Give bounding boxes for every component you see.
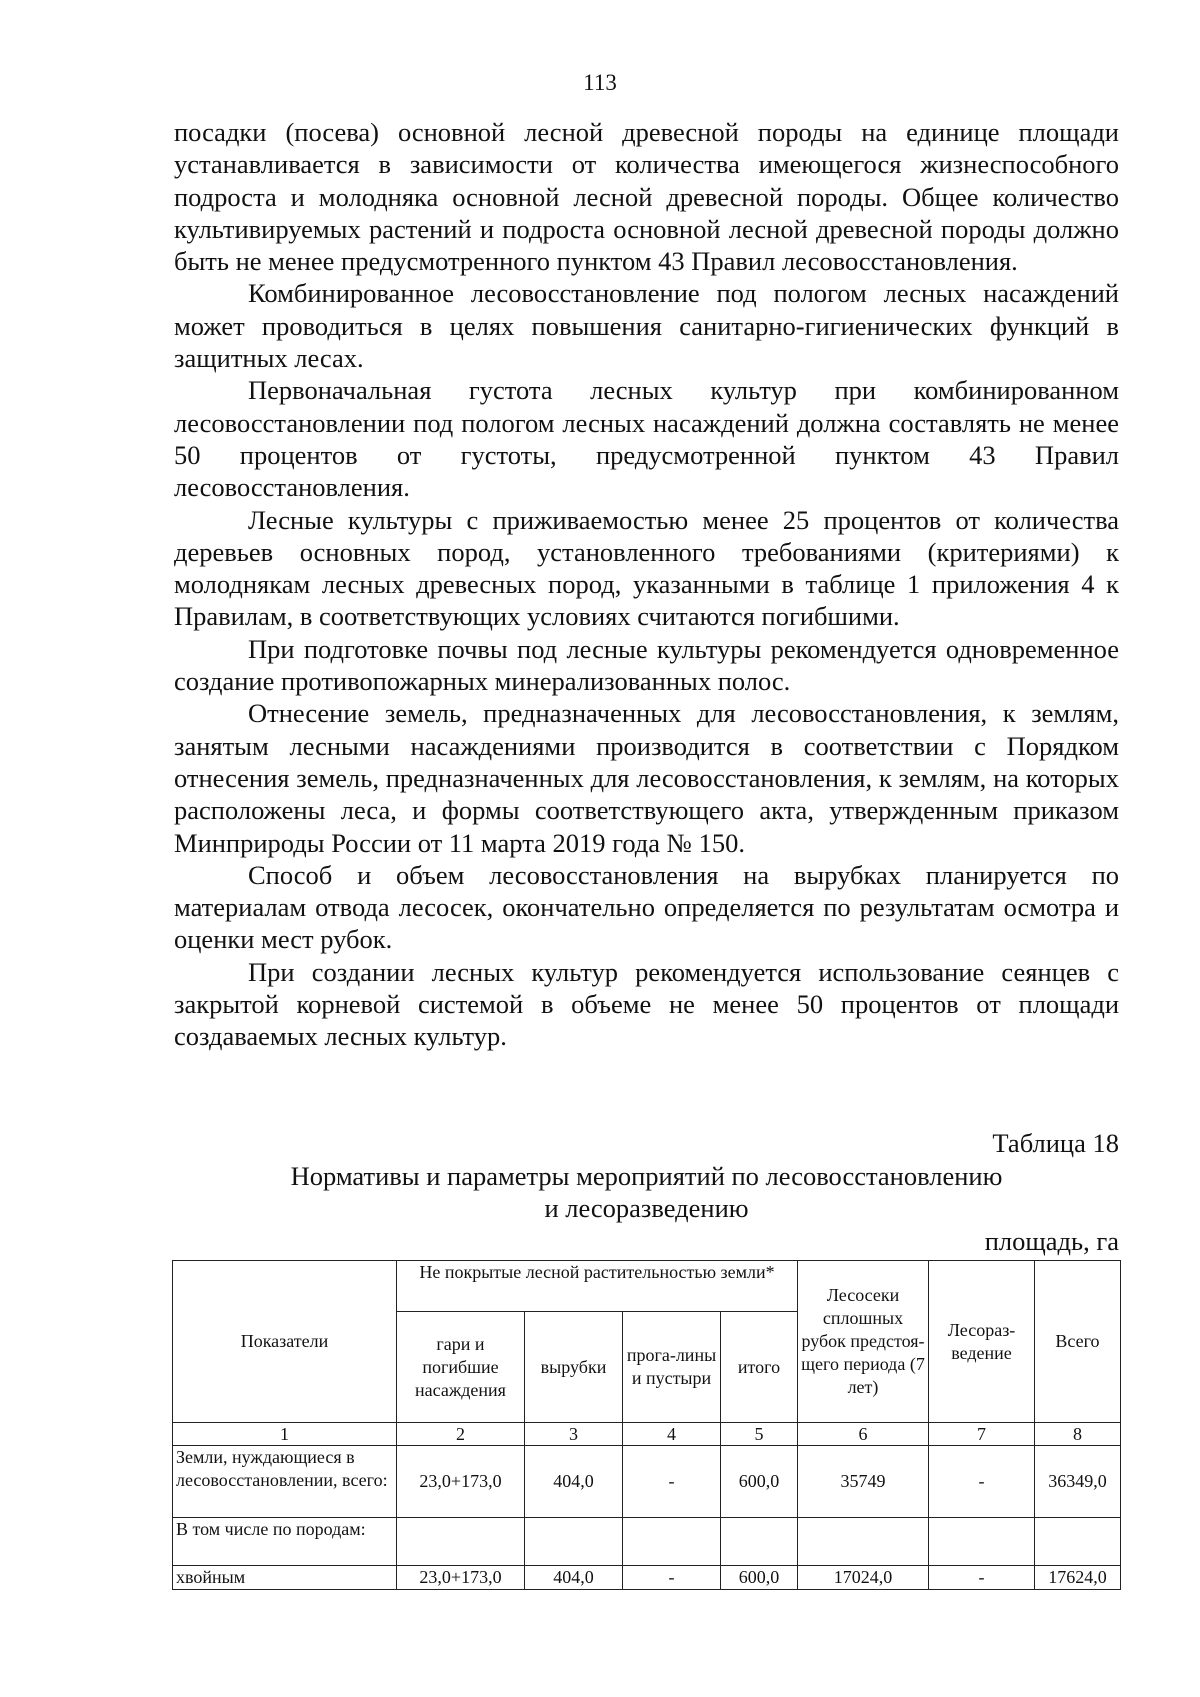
row-label: В том числе по породам: bbox=[173, 1518, 397, 1566]
row-label: хвойным bbox=[173, 1566, 397, 1590]
table-title-line: Нормативы и параметры мероприятий по лесовосстановлению bbox=[290, 1161, 1003, 1191]
paragraph: посадки (посева) основной лесной древесной породы на единице площади устанавливается в зависимости от количества имеющегося жизнеспособного подроста и молодняка основной лесной древесной породы. Общее количество культивируемых растений и подроста основной лесной древесной породы должно быть не менее предусмотренного пунктом 43 Правил лесовосстановления. bbox=[174, 117, 1119, 277]
table-cell: - bbox=[623, 1566, 721, 1590]
table-cell: 600,0 bbox=[721, 1446, 798, 1518]
paragraph: При создании лесных культур рекомендуется использование сеянцев с закрытой корневой системой в объеме не менее 50 процентов от площади создаваемых лесных культур. bbox=[174, 956, 1119, 1052]
header-total: Всего bbox=[1035, 1261, 1121, 1423]
column-number: 7 bbox=[929, 1423, 1035, 1446]
paragraph: Комбинированное лесовосстановление под пологом лесных насаждений может проводиться в целях повышения санитарно-гигиенических функций в защитных лесах. bbox=[174, 278, 1119, 374]
table-row bbox=[173, 1446, 1121, 1518]
header-indicators: Показатели bbox=[173, 1261, 397, 1423]
table-cell: 36349,0 bbox=[1035, 1446, 1121, 1518]
column-number: 6 bbox=[798, 1423, 929, 1446]
header-glades: прога-лины и пустыри bbox=[623, 1312, 721, 1423]
paragraph: Отнесение земель, предназначенных для лесовосстановления, к землям, занятым лесными насаждениями производится в соответствии с Порядком отнесения земель, предназначенных для лесовосстановления, к землям, на которых расположены леса, и формы соответствующего акта, утвержденным приказом Минприроды России от 11 марта 2019 года № 150. bbox=[174, 698, 1119, 858]
table-cell: 404,0 bbox=[525, 1566, 623, 1590]
page-number: 113 bbox=[583, 70, 617, 95]
header-clearcuts: вырубки bbox=[525, 1312, 623, 1423]
table-header-row bbox=[173, 1261, 1121, 1312]
column-number: 2 bbox=[397, 1423, 525, 1446]
table-label: Таблица 18 bbox=[992, 1128, 1119, 1158]
table-cell: - bbox=[929, 1566, 1035, 1590]
table-cell bbox=[929, 1518, 1035, 1566]
table-cell: 23,0+173,0 bbox=[397, 1566, 525, 1590]
header-burned: гари и погибшие насаждения bbox=[397, 1312, 525, 1423]
table-cell: 35749 bbox=[798, 1446, 929, 1518]
header-clearcut-plots: Лесосеки сплошных рубок предстоя-щего периода (7 лет) bbox=[798, 1261, 929, 1423]
column-number: 3 bbox=[525, 1423, 623, 1446]
column-number: 1 bbox=[173, 1423, 397, 1446]
table-cell bbox=[721, 1518, 798, 1566]
table-cell bbox=[1035, 1518, 1121, 1566]
column-number: 4 bbox=[623, 1423, 721, 1446]
table-unit: площадь, га bbox=[984, 1226, 1119, 1256]
paragraph: Лесные культуры с приживаемостью менее 25 процентов от количества деревьев основных пород, установленного требованиями (критериями) к молоднякам лесных древесных пород, указанными в таблице 1 приложения 4 к Правилам, в соответствующих условиях считаются погибшими. bbox=[174, 504, 1119, 632]
table-cell bbox=[623, 1518, 721, 1566]
paragraph: Первоначальная густота лесных культур при комбинированном лесовосстановлении под пологом лесных насаждений должна составлять не менее 50 процентов от густоты, предусмотренной пунктом 43 Правил лесовосстановления. bbox=[174, 375, 1119, 503]
table-cell bbox=[525, 1518, 623, 1566]
table-row bbox=[173, 1566, 1121, 1590]
table-cell: 17624,0 bbox=[1035, 1566, 1121, 1590]
header-not-covered-lands: Не покрытые лесной растительностью земли* bbox=[397, 1261, 798, 1312]
paragraph: Способ и объем лесовосстановления на вырубках планируется по материалам отвода лесосек, окончательно определяется по результатам осмотра и оценки мест рубок. bbox=[174, 859, 1119, 955]
table-row bbox=[173, 1518, 1121, 1566]
table-title bbox=[174, 1160, 1119, 1224]
data-table bbox=[172, 1260, 1121, 1590]
header-subtotal: итого bbox=[721, 1312, 798, 1423]
body-text bbox=[174, 116, 1119, 1053]
row-label: Земли, нуждающиеся в лесовосстановлении, всего: bbox=[173, 1446, 397, 1518]
table-cell bbox=[397, 1518, 525, 1566]
header-afforestation: Лесораз-ведение bbox=[929, 1261, 1035, 1423]
column-numbers-row bbox=[173, 1423, 1121, 1446]
table-cell: 23,0+173,0 bbox=[397, 1446, 525, 1518]
table-cell: 600,0 bbox=[721, 1566, 798, 1590]
table-cell: - bbox=[623, 1446, 721, 1518]
paragraph: При подготовке почвы под лесные культуры рекомендуется одновременное создание противопожарных минерализованных полос. bbox=[174, 633, 1119, 697]
table-title-line: и лесоразведению bbox=[544, 1193, 749, 1223]
table-cell: 404,0 bbox=[525, 1446, 623, 1518]
column-number: 5 bbox=[721, 1423, 798, 1446]
table-cell bbox=[798, 1518, 929, 1566]
column-number: 8 bbox=[1035, 1423, 1121, 1446]
table-cell: - bbox=[929, 1446, 1035, 1518]
table-cell: 17024,0 bbox=[798, 1566, 929, 1590]
